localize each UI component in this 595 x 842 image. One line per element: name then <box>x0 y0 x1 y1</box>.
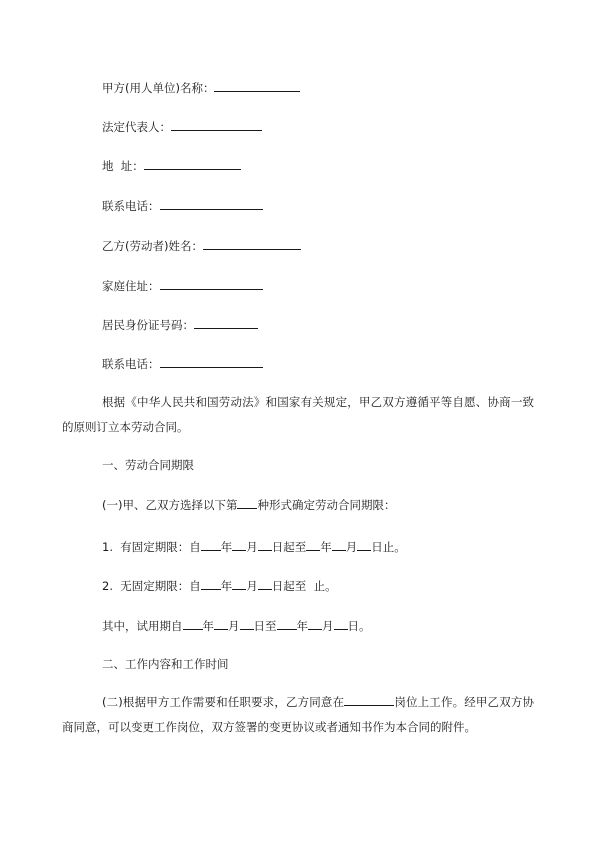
id-number-label: 居民身份证号码： <box>102 318 194 332</box>
term-type-blank[interactable] <box>237 496 257 509</box>
probation-start-month-word: 月 <box>228 619 240 633</box>
section2-para-prefix: (二)根据甲方工作需要和任职要求，乙方同意在 <box>102 695 345 709</box>
legal-rep-label: 法定代表人： <box>102 120 171 134</box>
fixed-end-day-blank[interactable] <box>357 538 371 551</box>
id-number-row <box>102 316 258 333</box>
fixed-end-month-blank[interactable] <box>332 538 346 551</box>
open-term-label: 2. 无固定期限：自 <box>102 579 201 593</box>
open-start-day-blank[interactable] <box>258 577 272 590</box>
fixed-end-year-word: 年 <box>320 540 332 554</box>
party-b-name-blank[interactable] <box>203 237 301 250</box>
party-a-name-blank[interactable] <box>214 79 300 92</box>
phone-b-label: 联系电话： <box>102 357 160 371</box>
term-type-row <box>102 496 395 513</box>
fixed-start-month-word: 月 <box>246 540 258 554</box>
section2-paragraph <box>62 690 534 740</box>
phone-a-row <box>102 197 263 214</box>
legal-rep-blank[interactable] <box>171 118 262 131</box>
home-address-label: 家庭住址： <box>102 279 160 293</box>
fixed-end-year-blank[interactable] <box>306 538 320 551</box>
job-position-blank[interactable] <box>344 693 394 706</box>
probation-row <box>102 617 371 634</box>
fixed-end-month-word: 月 <box>345 540 358 554</box>
probation-end-day-blank[interactable] <box>334 617 348 630</box>
address-blank[interactable] <box>144 157 241 170</box>
probation-end-month-blank[interactable] <box>308 617 322 630</box>
fixed-start-year-blank[interactable] <box>201 538 221 551</box>
phone-b-blank[interactable] <box>160 355 263 368</box>
fixed-start-day-word: 日起至 <box>271 540 307 554</box>
open-term-row <box>102 577 337 594</box>
fixed-start-year-word: 年 <box>220 540 233 554</box>
term-type-prefix: (一)甲、乙双方选择以下第 <box>102 498 238 512</box>
open-start-day-word: 日起至 止。 <box>271 579 337 593</box>
party-a-name-label: 甲方(用人单位)名称： <box>102 81 215 95</box>
open-start-month-blank[interactable] <box>232 577 246 590</box>
party-b-name-row <box>102 237 301 254</box>
open-start-year-blank[interactable] <box>201 577 221 590</box>
intro-paragraph: 根据《中华人民共和国劳动法》和国家有关规定，甲乙双方遵循平等自愿、协商一致的原则订立本劳动合同。 <box>62 395 534 434</box>
probation-start-month-blank[interactable] <box>214 617 228 630</box>
fixed-term-label: 1. 有固定期限：自 <box>102 540 201 554</box>
term-type-suffix: 种形式确定劳动合同期限： <box>257 498 396 512</box>
phone-a-blank[interactable] <box>160 197 263 210</box>
open-start-month-word: 月 <box>246 579 258 593</box>
fixed-start-day-blank[interactable] <box>258 538 272 551</box>
probation-start-year-blank[interactable] <box>183 617 203 630</box>
probation-end-day-word: 日。 <box>347 619 371 633</box>
party-b-name-label: 乙方(劳动者)姓名： <box>102 239 203 253</box>
legal-rep-row <box>102 118 262 135</box>
open-start-year-word: 年 <box>220 579 233 593</box>
section2-para-suffix: 岗位上工作。经甲乙双方协商同意，可以变更工作岗位，双方签署的变更协议或者通知书作为本合同的附件。 <box>62 695 534 734</box>
phone-b-row <box>102 355 263 372</box>
section2-heading: 二、工作内容和工作时间 <box>102 657 229 671</box>
address-row <box>102 157 241 174</box>
probation-end-year-blank[interactable] <box>277 617 297 630</box>
fixed-start-month-blank[interactable] <box>232 538 246 551</box>
home-address-blank[interactable] <box>160 277 263 290</box>
home-address-row <box>102 277 263 294</box>
probation-end-year-word: 年 <box>296 619 308 633</box>
probation-start-day-blank[interactable] <box>240 617 254 630</box>
probation-start-day-word: 日至 <box>253 619 277 633</box>
party-a-name-row <box>102 79 300 96</box>
address-label: 地 址： <box>102 159 144 173</box>
id-number-blank[interactable] <box>194 316 258 329</box>
probation-label: 其中，试用期自 <box>102 619 183 633</box>
probation-end-month-word: 月 <box>322 619 334 633</box>
fixed-term-row <box>102 538 406 555</box>
section1-heading: 一、劳动合同期限 <box>102 458 194 472</box>
phone-a-label: 联系电话： <box>102 199 160 213</box>
probation-start-year-word: 年 <box>202 619 214 633</box>
fixed-end-day-word: 日止。 <box>371 540 406 554</box>
